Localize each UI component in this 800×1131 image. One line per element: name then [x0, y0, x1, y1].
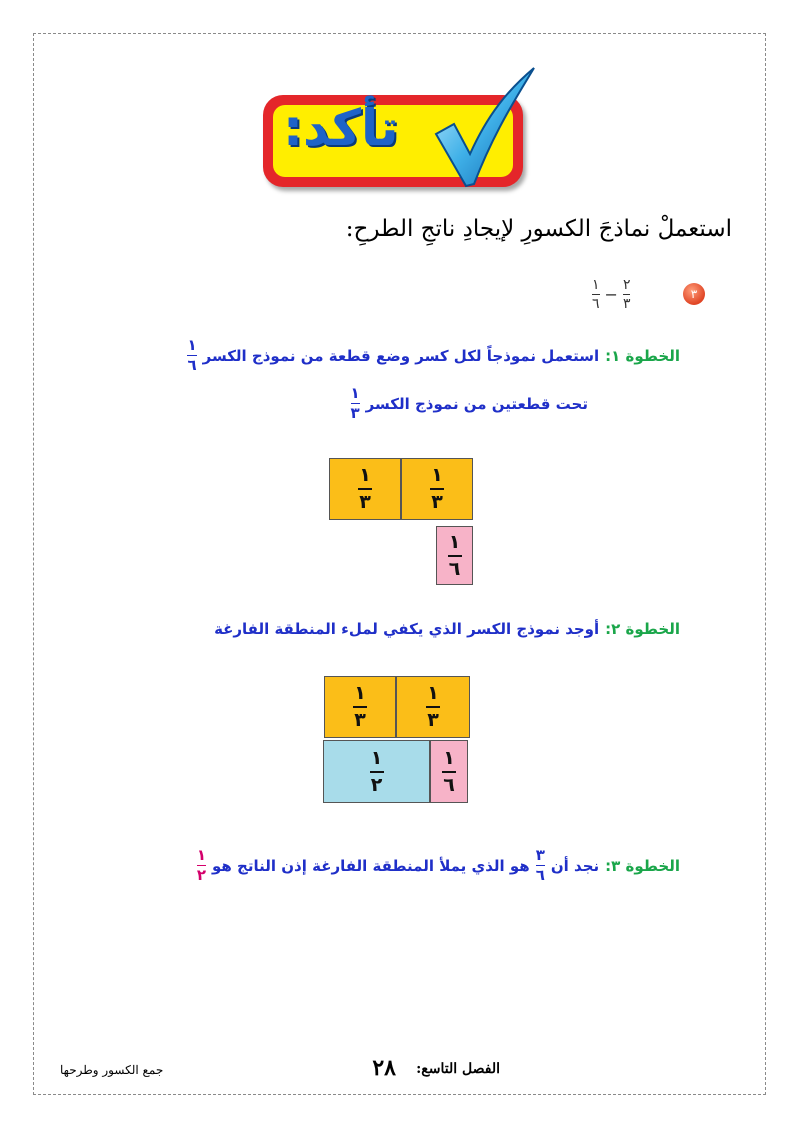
- step3-result-fraction: $\frac{١}{٢}$: [196, 846, 207, 884]
- step3-text-b: هو الذي يملأ المنطقة الفارغة إذن الناتج هو: [212, 856, 530, 875]
- model1-third-piece: $\frac{١}{٣}$: [329, 458, 401, 520]
- model2-bottom-row: [323, 740, 468, 803]
- model2-third-piece: $\frac{١}{٣}$: [396, 676, 470, 738]
- model1-third-piece: $\frac{١}{٣}$: [401, 458, 473, 520]
- step1-text: استعمل نموذجاً لكل كسر وضع قطعة من نموذج الكسر: [202, 346, 600, 365]
- step1-fraction2: $\frac{١}{٣}$: [350, 384, 360, 422]
- footer-chapter: الفصل التاسع:: [416, 1061, 500, 1077]
- model2-sixth-piece: $\frac{١}{٦}$: [430, 740, 468, 803]
- model1-bottom-row: [436, 526, 473, 585]
- model1-sixth-piece: $\frac{١}{٦}$: [436, 526, 473, 585]
- step2-label: الخطوة ٢:: [605, 620, 680, 638]
- problem-subtrahend: $\frac{١}{٦}$: [592, 277, 600, 312]
- page-frame: [33, 33, 766, 1095]
- step1-label: الخطوة ١:: [605, 346, 680, 365]
- instruction-text: استعملْ نماذجَ الكسورِ لإيجادِ ناتجِ الطرحِ:: [345, 216, 732, 242]
- footer-title: جمع الكسور وطرحها: [60, 1063, 164, 1077]
- step2-text: أوجد نموذج الكسر الذي يكفي لملء المنطقة الفارغة: [214, 620, 600, 638]
- step3-fraction: $\frac{٣}{٦}$: [535, 846, 545, 884]
- page-number: ٢٨: [372, 1055, 396, 1081]
- step1-text2: تحت قطعتين من نموذج الكسر: [365, 394, 588, 413]
- model1-top-row: [329, 458, 473, 520]
- problem-number-badge: ٣: [683, 283, 705, 305]
- step1-line2: [351, 386, 589, 421]
- step2-line: [214, 620, 680, 638]
- checkmark-icon: [430, 62, 540, 192]
- minus-sign: −: [604, 285, 618, 304]
- problem-minuend: $\frac{٢}{٣}$: [622, 277, 631, 312]
- model2-third-piece: $\frac{١}{٣}$: [324, 676, 396, 738]
- model2-top-row: [324, 676, 470, 738]
- step3-text-a: نجد أن: [550, 856, 600, 875]
- model2-half-piece: $\frac{١}{٢}$: [323, 740, 430, 803]
- problem-expression: [592, 278, 630, 311]
- header-title: تأكد:: [283, 99, 399, 157]
- step3-line: [197, 848, 680, 883]
- step1-fraction: $\frac{١}{٦}$: [187, 336, 197, 374]
- step3-label: الخطوة ٣:: [605, 856, 680, 875]
- step1-line1: [187, 338, 680, 373]
- page-footer: [60, 1055, 740, 1089]
